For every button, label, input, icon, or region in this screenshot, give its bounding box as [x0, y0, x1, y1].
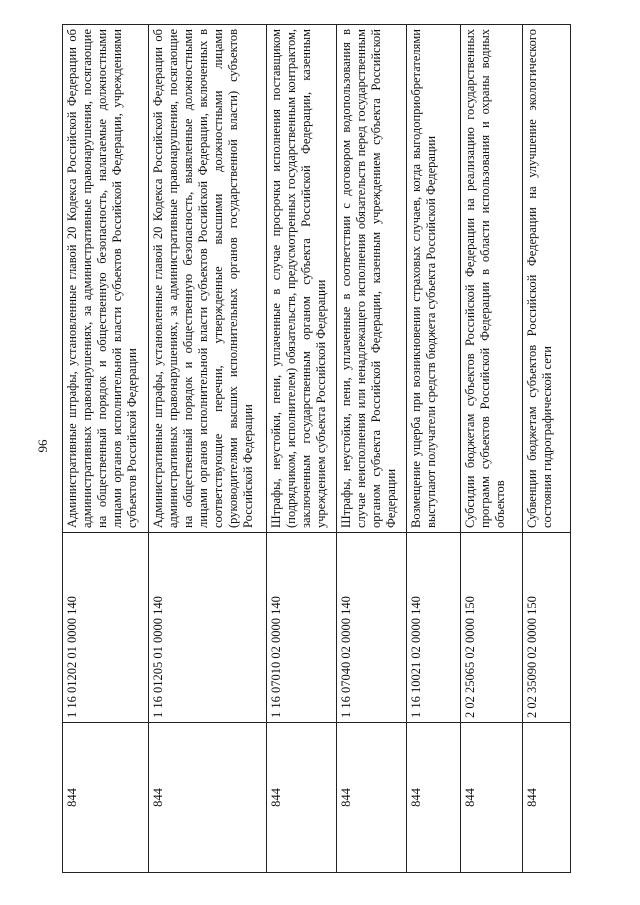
kbk-code-cell: 1 16 01202 01 0000 140 [63, 533, 149, 723]
kbk-code-cell: 2 02 25065 02 0000 150 [461, 533, 523, 723]
description-cell: Субвенции бюджетам субъектов Российской Федерации на улучшение экологического состояния гидрографической сети [523, 25, 571, 533]
income-codes-table [62, 24, 571, 873]
description-cell: Штрафы, неустойки, пени, уплаченные в случае просрочки исполнения поставщиком (подрядчиком, исполнителем) обязательств, предусмотренных государственным контрактом, заключенным государственным органом субъекта Российской Федерации, казенным учреждением субъекта Российской Федерации [267, 25, 337, 533]
table-row [523, 25, 571, 873]
admin-code-cell: 844 [149, 723, 267, 873]
kbk-code-cell: 2 02 35090 02 0000 150 [523, 533, 571, 723]
admin-code-cell: 844 [267, 723, 337, 873]
table-row [149, 25, 267, 873]
description-cell: Субсидии бюджетам субъектов Российской Федерации на реализацию государственных программ субъектов Российской Федерации в области использования и охраны водных объектов [461, 25, 523, 533]
description-cell: Административные штрафы, установленные главой 20 Кодекса Российской Федерации об административных правонарушениях, за административные правонарушения, посягающие на общественный порядок и общественную безопасность, выявленные должностными лицами органов исполнительной власти субъектов Российской Федерации, включенных в соответствующие перечни, утвержденные высшими должностными лицами (руководителями высших исполнительных органов государственной власти) субъектов Российской Федерации [149, 25, 267, 533]
description-cell: Возмещение ущерба при возникновении страховых случаев, когда выгодоприобретателями выступают получатели средств бюджета субъекта Российской Федерации [407, 25, 461, 533]
kbk-code-cell: 1 16 10021 02 0000 140 [407, 533, 461, 723]
admin-code-cell: 844 [337, 723, 407, 873]
kbk-code-cell: 1 16 07040 02 0000 140 [337, 533, 407, 723]
admin-code-cell: 844 [461, 723, 523, 873]
table-row [337, 25, 407, 873]
table-row [63, 25, 149, 873]
admin-code-cell: 844 [407, 723, 461, 873]
admin-code-cell: 844 [63, 723, 149, 873]
admin-code-cell: 844 [523, 723, 571, 873]
page-number: 96 [35, 439, 50, 453]
kbk-code-cell: 1 16 07010 02 0000 140 [267, 533, 337, 723]
table-row [461, 25, 523, 873]
table-row [407, 25, 461, 873]
description-cell: Штрафы, неустойки, пени, уплаченные в соответствии с договором водопользования в случае неисполнения или ненадлежащего исполнения обязательств перед государственным органом субъекта Российской Федерации, казенным учреждением субъекта Российской Федерации [337, 25, 407, 533]
description-cell: Административные штрафы, установленные главой 20 Кодекса Российской Федерации об административных правонарушениях, за административные правонарушения, посягающие на общественный порядок и общественную безопасность, налагаемые должностными лицами органов исполнительной власти субъектов Российской Федерации, учреждениями субъектов Российской Федерации [63, 25, 149, 533]
income-codes-table-frame [62, 25, 570, 873]
table-row [267, 25, 337, 873]
kbk-code-cell: 1 16 01205 01 0000 140 [149, 533, 267, 723]
